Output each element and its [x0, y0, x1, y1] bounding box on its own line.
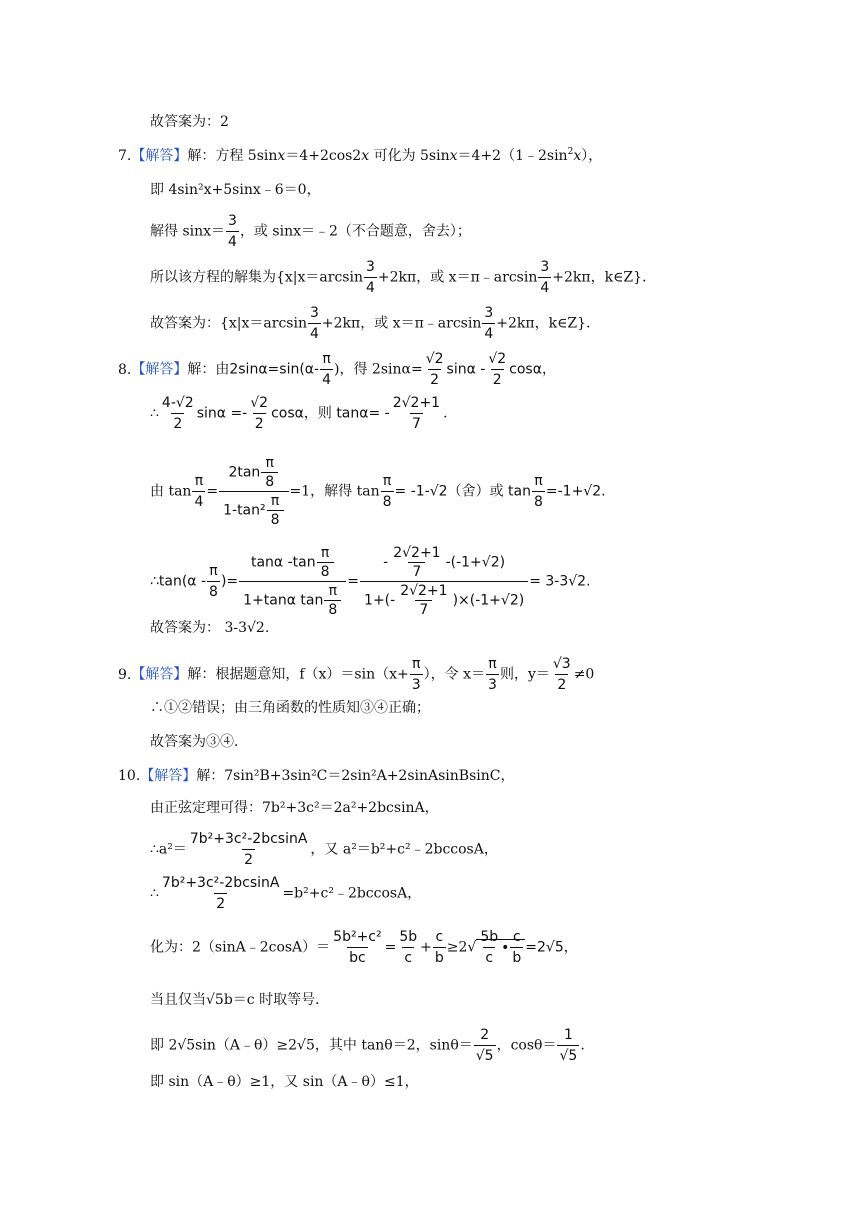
- q10-line6: 当且仅当√5b＝c 时取等号．: [150, 992, 330, 1008]
- fraction: $\frac{2}{√5}$: [475, 1027, 494, 1064]
- fraction: $\frac{\text{7b²+3c²-2bcsinA}}{2}$: [189, 831, 308, 868]
- answer-line-q6: 故答案为：2: [150, 114, 229, 130]
- fraction: $\frac{√3}{2}$: [552, 656, 571, 693]
- fraction: $\frac{\pi}{4}$: [322, 351, 332, 388]
- q10-line4: ∴ $\frac{\text{7b²+3c²-2bcsinA}}{2}$ =b²+c²﹣2bccosA，: [150, 875, 422, 912]
- q7-line5: 故答案为：{x|x＝arcsin $\frac{3}{4}$ +2kπ，或 x＝π﹣arcsin $\frac{3}{4}$ +2kπ，k∈Z}．: [150, 305, 601, 342]
- fraction: $\frac{3}{4}$: [309, 305, 319, 342]
- q9-line3: 故答案为③④．: [150, 734, 248, 750]
- q7-line3: 解得 sinx＝ $\frac{3}{4}$ ，或 sinx＝﹣2（不合题意，舍去）；: [150, 213, 471, 250]
- q7-line4: 所以该方程的解集为{x|x＝arcsin $\frac{3}{4}$ +2kπ，或 x＝π﹣arcsin $\frac{3}{4}$ +2kπ，k∈Z}．: [150, 259, 657, 296]
- fraction: $\frac{\pi}{8}$: [533, 473, 543, 510]
- fraction: - $\frac{2√2+1}{7}$ -(-1+√2) 1+(- $\frac{2√2+1}{7}$ )×(-1+√2): [360, 544, 528, 619]
- answer-tag: 【解答】: [140, 768, 197, 784]
- fraction: $\frac{3}{4}$: [365, 259, 375, 296]
- q8-line1: 8.【解答】解：由2sinα=sin(α- $\frac{\pi}{4}$ )，得 2sinα= $\frac{√2}{2}$ sinα - $\frac{√2}{2}$ cosα，: [118, 351, 556, 388]
- q7-line1: 7.【解答】解：方程 5sinx＝4+2cos2x 可化为 $5\sin x=4+2(1﹣2\sin^2x)$，: [118, 147, 603, 164]
- fraction: $\frac{c}{b}$: [434, 929, 444, 966]
- fraction: $\frac{√2}{2}$: [488, 351, 507, 388]
- answer-tag: 【解答】: [131, 666, 188, 683]
- fraction: $\frac{\pi}{4}$: [194, 473, 204, 510]
- fraction: $\frac{\pi}{3}$: [488, 656, 497, 693]
- q10-line5: 化为：2（sinA﹣2cosA）＝ $\frac{\text{5b²+c²}}{bc}$ = $\frac{5b}{c}$ + $\frac{c}{b}$ ≥2√ $\frac{5b}{c}$ • $\frac{c}{b}$ =2√5，: [150, 929, 578, 966]
- sqrt-symbol: √ $\frac{5b}{c}$ • $\frac{c}{b}$: [467, 928, 525, 967]
- q10-line7: 即 2√5sin（A﹣θ）≥2√5，其中 tanθ＝2，sinθ＝ $\frac{2}{√5}$ ，cosθ＝ $\frac{1}{√5}$ .: [150, 1027, 585, 1064]
- fraction: $\frac{3}{4}$: [484, 305, 494, 342]
- q10-line3: ∴a²＝ $\frac{\text{7b²+3c²-2bcsinA}}{2}$ ，又 a²＝b²+c²﹣2bccosA，: [150, 831, 498, 868]
- fraction: $\frac{4-√2}{2}$: [161, 395, 194, 432]
- fraction: $\frac{3}{4}$: [540, 259, 550, 296]
- q8-line4: ∴tan(α - $\frac{\pi}{8}$ )= tanα -tan $\frac{\pi}{8}$ 1+tanα tan $\frac{\pi}{8}$ = - $\frac{2√2+1}{7}$ -(-1+√2) 1+(- $\frac{2√2+1}{7}$ )×(-1+√2) = 3-3√2.: [150, 545, 591, 618]
- fraction: $\frac{\text{5b²+c²}}{bc}$: [333, 929, 382, 966]
- q10-line8: 即 sin（A﹣θ）≥1，又 sin（A﹣θ）≤1，: [150, 1074, 419, 1090]
- fraction: tanα -tan $\frac{\pi}{8}$ 1+tanα tan $\frac{\pi}{8}$: [239, 544, 346, 619]
- fraction: $\frac{\pi}{8}$: [382, 473, 392, 510]
- fraction: 2tan $\frac{\pi}{8}$ 1-tan² $\frac{\pi}{8}$: [219, 454, 288, 529]
- fraction: $\frac{\pi}{8}$: [209, 563, 218, 600]
- fraction: $\frac{√2}{2}$: [425, 351, 444, 388]
- fraction: $\frac{\text{7b²+3c²-2bcsinA}}{2}$: [161, 875, 280, 912]
- q10-line1: 10.【解答】解：7sin²B+3sin²C＝2sin²A+2sinAsinBsinC，: [118, 768, 515, 784]
- fraction: $\frac{\pi}{3}$: [411, 656, 421, 693]
- q10-line2: 由正弦定理可得：7b²+3c²＝2a²+2bcsinA，: [150, 800, 439, 816]
- q9-line1: 9.【解答】解：根据题意知，f（x）＝sin（x+ $\frac{\pi}{3}$ ），令 x＝ $\frac{\pi}{3}$ 则，y＝ $\frac{√3}{2}$ ≠0: [118, 656, 595, 693]
- fraction: $\frac{√2}{2}$: [250, 395, 269, 432]
- q7-line2: 即 4sin²x+5sinx﹣6＝0，: [150, 182, 321, 198]
- fraction: $\frac{5b}{c}$: [399, 929, 418, 966]
- fraction: $\frac{1}{√5}$: [559, 1027, 578, 1064]
- q9-line2: ∴①②错误；由三角函数的性质知③④正确；: [150, 700, 430, 716]
- fraction: $\frac{2√2+1}{7}$: [392, 395, 441, 432]
- fraction: $\frac{3}{4}$: [228, 213, 237, 250]
- q8-line2: ∴ $\frac{4-√2}{2}$ sinα =- $\frac{√2}{2}$ cosα，则 tanα= - $\frac{2√2+1}{7}$ .: [150, 395, 448, 432]
- answer-tag: 【解答】: [131, 148, 188, 164]
- q8-line5: 故答案为： 3-3√2.: [150, 620, 270, 636]
- answer-tag: 【解答】: [131, 361, 188, 378]
- q8-line3: 由 tan $\frac{\pi}{4}$ = 2tan $\frac{\pi}{8}$ 1-tan² $\frac{\pi}{8}$ =1，解得 tan $\frac{\pi}{8}$ = -1-√2（舍）或 tan $\frac{\pi}{8}$ =-1+√2.: [150, 455, 606, 528]
